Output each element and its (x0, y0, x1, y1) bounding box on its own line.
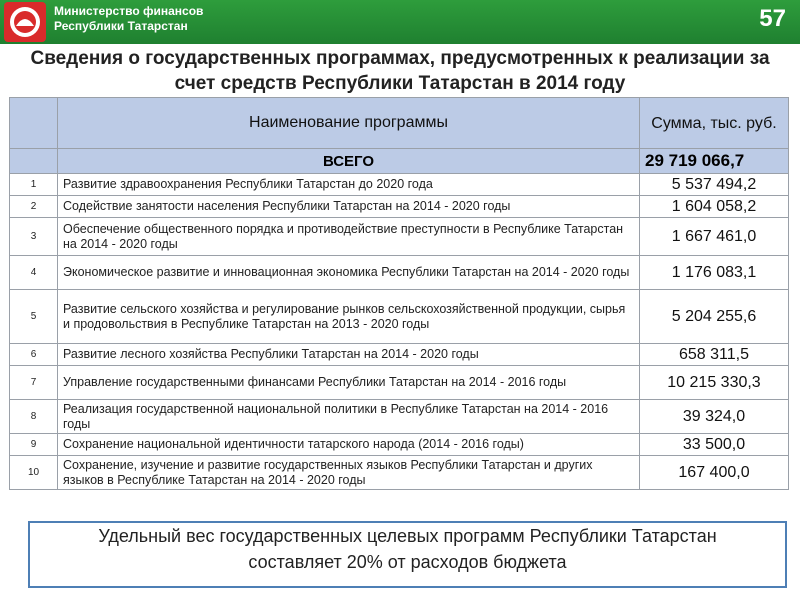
program-sum: 1 604 058,2 (640, 196, 789, 218)
budget-share-note (28, 521, 787, 588)
program-name: Реализация государственной национальной политики в Республике Татарстан на 2014 - 2016 годы (58, 400, 640, 434)
row-number: 8 (10, 400, 58, 434)
table-row (10, 434, 789, 456)
table-row (10, 256, 789, 290)
row-number: 5 (10, 290, 58, 344)
program-name: Управление государственными финансами Республики Татарстан на 2014 - 2016 годы (58, 366, 640, 400)
note-line-2: составляет 20% от расходов бюджета (248, 552, 567, 572)
program-name: Развитие сельского хозяйства и регулирование рынков сельскохозяйственной продукции, сырья и продовольствия в Республике Татарстан на 2013 - 2020 годы (58, 290, 640, 344)
table-row (10, 196, 789, 218)
sum-column-header: Сумма, тыс. руб. (640, 98, 789, 149)
program-sum: 658 311,5 (640, 344, 789, 366)
row-number: 3 (10, 218, 58, 256)
slide-number: 57 (759, 5, 786, 32)
row-number: 2 (10, 196, 58, 218)
program-sum: 5 204 255,6 (640, 290, 789, 344)
table-row (10, 400, 789, 434)
row-number: 7 (10, 366, 58, 400)
program-name: Развитие здравоохранения Республики Татарстан до 2020 года (58, 174, 640, 196)
table-header-row (10, 98, 789, 149)
ministry-line-2: Республики Татарстан (54, 19, 188, 33)
total-value: 29 719 066,7 (640, 149, 789, 174)
program-sum: 5 537 494,2 (640, 174, 789, 196)
table-row (10, 290, 789, 344)
note-line-1: Удельный вес государственных целевых программ Республики Татарстан (98, 526, 717, 546)
table-row (10, 344, 789, 366)
program-name: Сохранение, изучение и развитие государственных языков Республики Татарстан и других языков в Республике Татарстан на 2014 - 2020 годы (58, 456, 640, 490)
table-row (10, 174, 789, 196)
emblem-icon (4, 2, 46, 42)
table-row (10, 366, 789, 400)
total-row (10, 149, 789, 174)
program-sum: 10 215 330,3 (640, 366, 789, 400)
program-name: Содействие занятости населения Республики Татарстан на 2014 - 2020 годы (58, 196, 640, 218)
total-number-cell (10, 149, 58, 174)
row-number: 9 (10, 434, 58, 456)
row-number: 1 (10, 174, 58, 196)
row-number: 6 (10, 344, 58, 366)
table-row (10, 218, 789, 256)
program-name: Развитие лесного хозяйства Республики Татарстан на 2014 - 2020 годы (58, 344, 640, 366)
program-sum: 1 667 461,0 (640, 218, 789, 256)
program-name: Экономическое развитие и инновационная экономика Республики Татарстан на 2014 - 2020 годы (58, 256, 640, 290)
program-sum: 33 500,0 (640, 434, 789, 456)
program-name: Сохранение национальной идентичности татарского народа (2014 - 2016 годы) (58, 434, 640, 456)
program-sum: 167 400,0 (640, 456, 789, 490)
ministry-name (54, 4, 203, 34)
total-label: ВСЕГО (58, 149, 640, 174)
programs-table (9, 97, 789, 490)
row-number: 10 (10, 456, 58, 490)
program-name: Обеспечение общественного порядка и противодействие преступности в Республике Татарстан на 2014 - 2020 годы (58, 218, 640, 256)
ministry-line-1: Министерство финансов (54, 4, 204, 18)
table-row (10, 456, 789, 490)
number-column-header (10, 98, 58, 149)
page-title: Сведения о государственных программах, предусмотренных к реализации за счет средств Республики Татарстан в 2014 году (30, 48, 770, 94)
program-sum: 39 324,0 (640, 400, 789, 434)
program-sum: 1 176 083,1 (640, 256, 789, 290)
row-number: 4 (10, 256, 58, 290)
name-column-header: Наименование программы (58, 98, 640, 149)
header-bar (0, 0, 800, 44)
